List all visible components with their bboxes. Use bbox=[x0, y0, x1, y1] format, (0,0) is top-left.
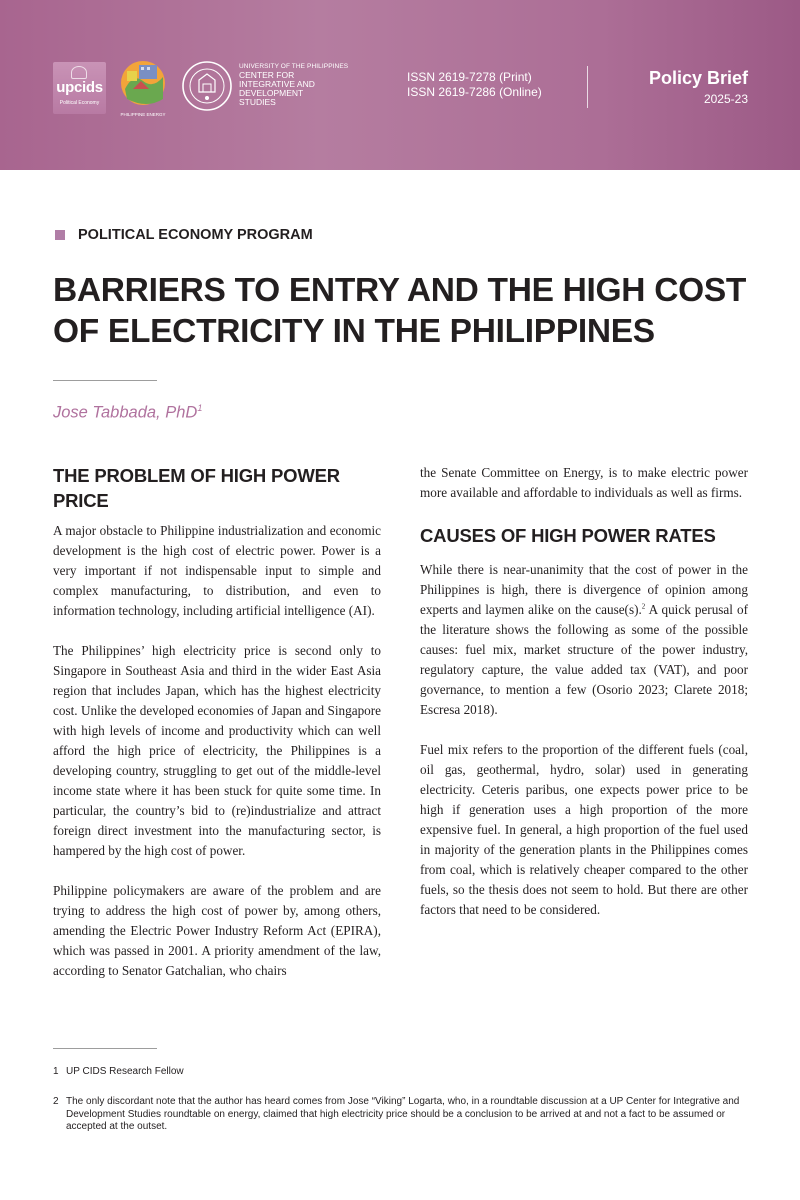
upcids-mark-icon bbox=[71, 66, 87, 79]
author-name: Jose Tabbada, PhD bbox=[53, 403, 198, 422]
right-column bbox=[420, 463, 748, 940]
footnote bbox=[53, 1066, 753, 1079]
paragraph-text: A quick perusal of the literature shows the following as some of the possible causes: fuel mix, market structure of the power industry, regulatory capture, the value added tax (VAT), and poor governance, to mention a few (Osorio 2023; Clarete 2018; Escresa 2018). bbox=[420, 602, 748, 717]
section-heading-causes: CAUSES OF HIGH POWER RATES bbox=[420, 525, 716, 546]
paragraph: the Senate Committee on Energy, is to make electric power more available and affordable to individuals as well as firms. bbox=[420, 465, 748, 500]
paragraph: Fuel mix refers to the proportion of the different fuels (coal, oil gas, geothermal, hydro, solar) used in generating electricity. Ceteris paribus, one expects power price to be high if generation uses a high proportion of the more expensive fuel. In general, a high proportion of the fuel used in majority of the generation plants in the Philippines comes from coal, which is relatively cheaper compared to the other fuels, so the thesis does not seem to hold. But there are other factors that need to be considered. bbox=[420, 742, 748, 917]
footnote-number: 1 bbox=[53, 1066, 59, 1077]
center-name-line3: INTEGRATIVE AND bbox=[239, 79, 315, 89]
philippine-energy-logo-icon bbox=[117, 59, 169, 111]
issn-print: ISSN 2619-7278 (Print) bbox=[407, 70, 532, 84]
center-name bbox=[239, 62, 369, 107]
left-column bbox=[53, 463, 381, 1001]
page-title bbox=[53, 270, 773, 352]
author bbox=[53, 403, 202, 423]
program-label: POLITICAL ECONOMY PROGRAM bbox=[78, 227, 313, 243]
center-name-line4: DEVELOPMENT bbox=[239, 88, 304, 98]
footnote bbox=[53, 1096, 753, 1134]
center-name-line2: CENTER FOR bbox=[239, 70, 295, 80]
paragraph: Philippine policymakers are aware of the problem and are trying to address the high cost of power by, among others, amending the Electric Power Industry Reform Act (EPIRA), which was passed in 2001. A priority amendment of the law, according to Senator Gatchalian, who chairs bbox=[53, 883, 381, 978]
footnote-text: UP CIDS Research Fellow bbox=[66, 1066, 184, 1077]
up-seal-icon bbox=[181, 60, 233, 112]
issn-online: ISSN 2619-7286 (Online) bbox=[407, 85, 542, 99]
series-title: Policy Brief bbox=[648, 68, 748, 88]
energy-logo-caption: PHILIPPINE ENERGY bbox=[120, 112, 166, 117]
section-heading-problem-line2: PRICE bbox=[53, 490, 109, 511]
author-footnote-ref: 1 bbox=[197, 403, 203, 413]
program-square-icon bbox=[55, 230, 65, 240]
header-divider bbox=[587, 66, 588, 108]
paragraph bbox=[420, 560, 748, 720]
footnote-number: 2 bbox=[53, 1096, 59, 1107]
paragraph-text: While there is near-unanimity that the cost of power in the Philippines is high, there is divergence of opinion among experts and laymen alike on the cause(s). bbox=[420, 562, 748, 617]
upcids-logo-subtitle: Political Economy bbox=[59, 100, 100, 106]
section-heading-problem bbox=[53, 463, 381, 513]
title-divider bbox=[53, 380, 157, 381]
program-tag bbox=[55, 227, 313, 243]
center-name-line5: STUDIES bbox=[239, 97, 276, 107]
series-label bbox=[649, 68, 748, 106]
issn-block bbox=[407, 70, 542, 100]
footnote-ref: 2 bbox=[641, 602, 646, 611]
footnote-text: The only discordant note that the author has heard comes from Jose “Viking” Logarta, who, in a roundtable discussion at a UP Center for Integrative and Development Studies roundtable on energy, claimed that high electricity price should be a conclusion to be arrived at and not a fact to be assumed or accepted at the outset. bbox=[66, 1096, 740, 1132]
section-heading-problem-line1: THE PROBLEM OF HIGH POWER bbox=[53, 465, 340, 486]
center-name-line1: UNIVERSITY OF THE PHILIPPINES bbox=[239, 63, 349, 70]
upcids-logo bbox=[53, 62, 106, 114]
paragraph: A major obstacle to Philippine industrialization and economic development is the high cost of electric power. Power is a very important if not indispensable input to simple and complex manufacturing, to distribution, and even to information technology, including artificial intelligence (AI). bbox=[53, 523, 381, 618]
footnote-divider bbox=[53, 1048, 157, 1049]
header-band bbox=[0, 0, 800, 170]
paragraph: The Philippines’ high electricity price is second only to Singapore in Southeast Asia and third in the wider East Asia region that includes Japan, which has the highest electricity cost. Unlike the developed economies of Japan and Singapore with high levels of income and productivity which can well afford the high price of electricity, the Philippines is a developing country, struggling to get out of the middle-level income state where it has been stuck for quite some time. In particular, the country’s bid to (re)industrialize and attract foreign direct investment into the manufacturing sector, is hampered by the high cost of power. bbox=[53, 643, 381, 858]
title-line2: OF ELECTRICITY IN THE PHILIPPINES bbox=[53, 313, 655, 350]
series-number: 2025-23 bbox=[703, 92, 748, 106]
upcids-logo-text: upcids bbox=[56, 79, 103, 96]
title-line1: BARRIERS TO ENTRY AND THE HIGH COST bbox=[53, 272, 747, 309]
